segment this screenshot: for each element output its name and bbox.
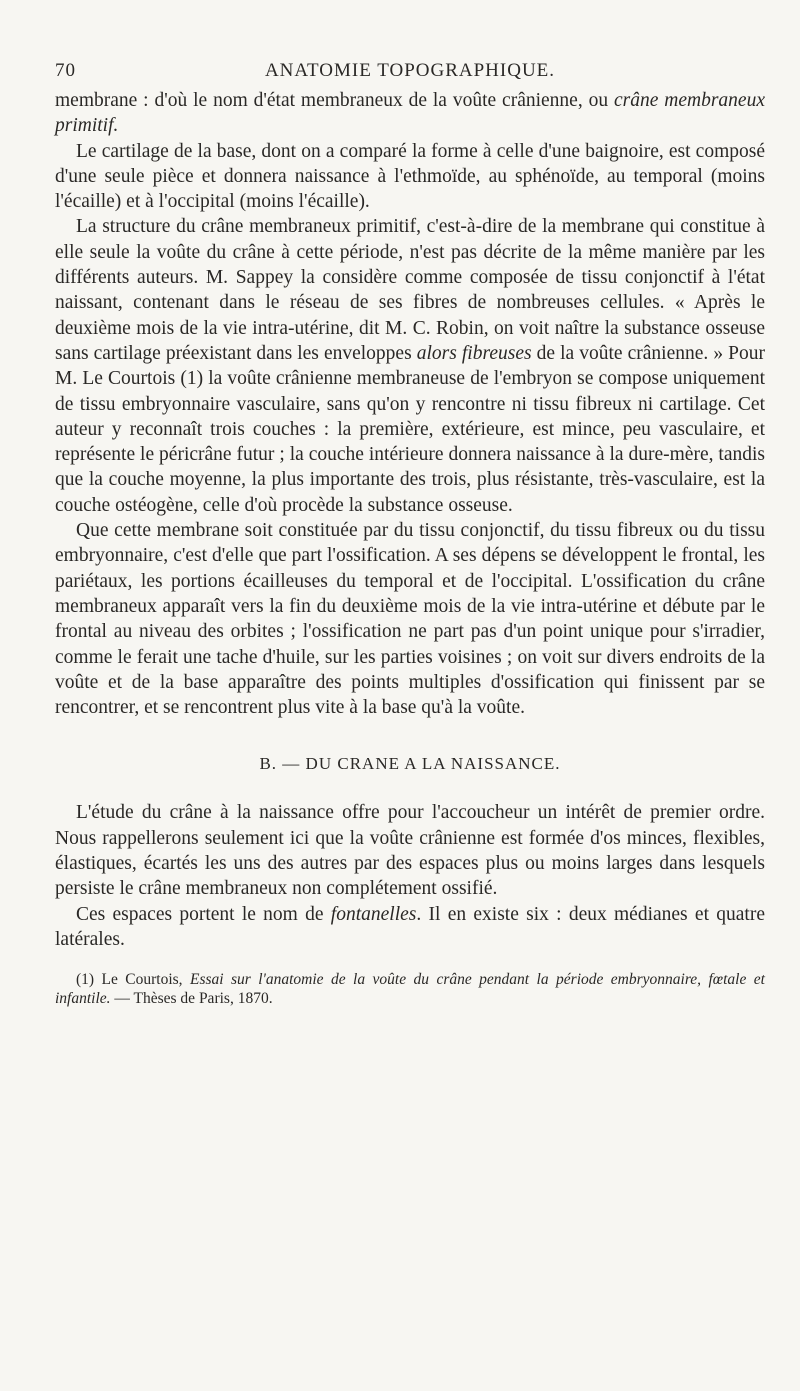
paragraph-1: membrane : d'où le nom d'état membraneux de la voûte crânienne, ou crâne membraneux primitif. — [55, 90, 765, 137]
running-header — [55, 60, 765, 88]
paragraph-2: Le cartilage de la base, dont on a comparé la forme à celle d'une baignoire, est composé d'une seule pièce et donnera naissance à l'ethmoïde, au sphénoïde, au temporal (moins l'écaille) et à l'occipital (moins l'écaille). — [55, 140, 765, 213]
footnote: (1) Le Courtois, Essai sur l'anatomie de la voûte du crâne pendant la période embryonnaire, fœtale et infantile. — Thèses de Paris, 1870. — [55, 971, 765, 1008]
paragraph-6: Ces espaces portent le nom de fontanelles. Il en existe six : deux médianes et quatre latérales. — [55, 903, 765, 950]
running-title: ANATOMIE TOPOGRAPHIQUE. — [264, 60, 556, 81]
paragraph-4: Que cette membrane soit constituée par du tissu conjonctif, du tissu fibreux ou du tissu embryonnaire, c'est d'elle que part l'ossification. A ses dépens se développent le frontal, les pariétaux, les portions écailleuses du temporal et de l'occipital. L'ossification du crâne membraneux apparaît vers la fin du deuxième mois de la vie intra-utérine et débute par le frontal au niveau des orbites ; l'ossification ne part pas d'un point unique pour s'irradier, comme le ferait une tache d'huile, sur les parties voisines ; on voit sur divers endroits de la voûte et de la base apparaître des points multiples d'ossification qui finissent par se rencontrer, et se rencontrent plus vite à la base qu'à la voûte. — [55, 520, 765, 719]
paragraph-3: La structure du crâne membraneux primitif, c'est-à-dire de la membrane qui constitue à elle seule la voûte du crâne à cette période, n'est pas décrite de la même manière par les différents auteurs. M. Sappey la considère comme composée de tissu conjonctif à l'état naissant, contenant dans le réseau de ses fibres de nombreuses cellules. « Après le deuxième mois de la vie intra-utérine, dit M. C. Robin, on voit naître la substance osseuse sans cartilage préexistant dans les enveloppes alors fibreuses de la voûte crânienne. » Pour M. Le Courtois (1) la voûte crânienne membraneuse de l'embryon se compose uniquement de tissu embryonnaire vasculaire, sans qu'on y rencontre ni tissu fibreux ni cartilage. Cet auteur y reconnaît trois couches : la première, extérieure, est mince, peu vasculaire, et représente le péricrâne futur ; la couche intérieure donnera naissance à la dure-mère, tandis que la couche moyenne, la plus importante des trois, plus résistante, très-vasculaire, est la couche ostéogène, celle d'où procède la substance osseuse. — [55, 216, 765, 516]
book-page — [55, 60, 765, 1008]
main-text — [55, 88, 765, 1008]
section-heading: B. — DU CRANE A LA NAISSANCE. — [259, 754, 561, 774]
page-number: 70 — [55, 60, 76, 81]
paragraph-5: L'étude du crâne à la naissance offre pour l'accoucheur un intérêt de premier ordre. Nous rappellerons seulement ici que la voûte crânienne est formée d'os minces, flexibles, élastiques, écartés les uns des autres par des espaces plus ou moins larges dans lesquels persiste le crâne membraneux non complétement ossifié. — [55, 802, 765, 900]
